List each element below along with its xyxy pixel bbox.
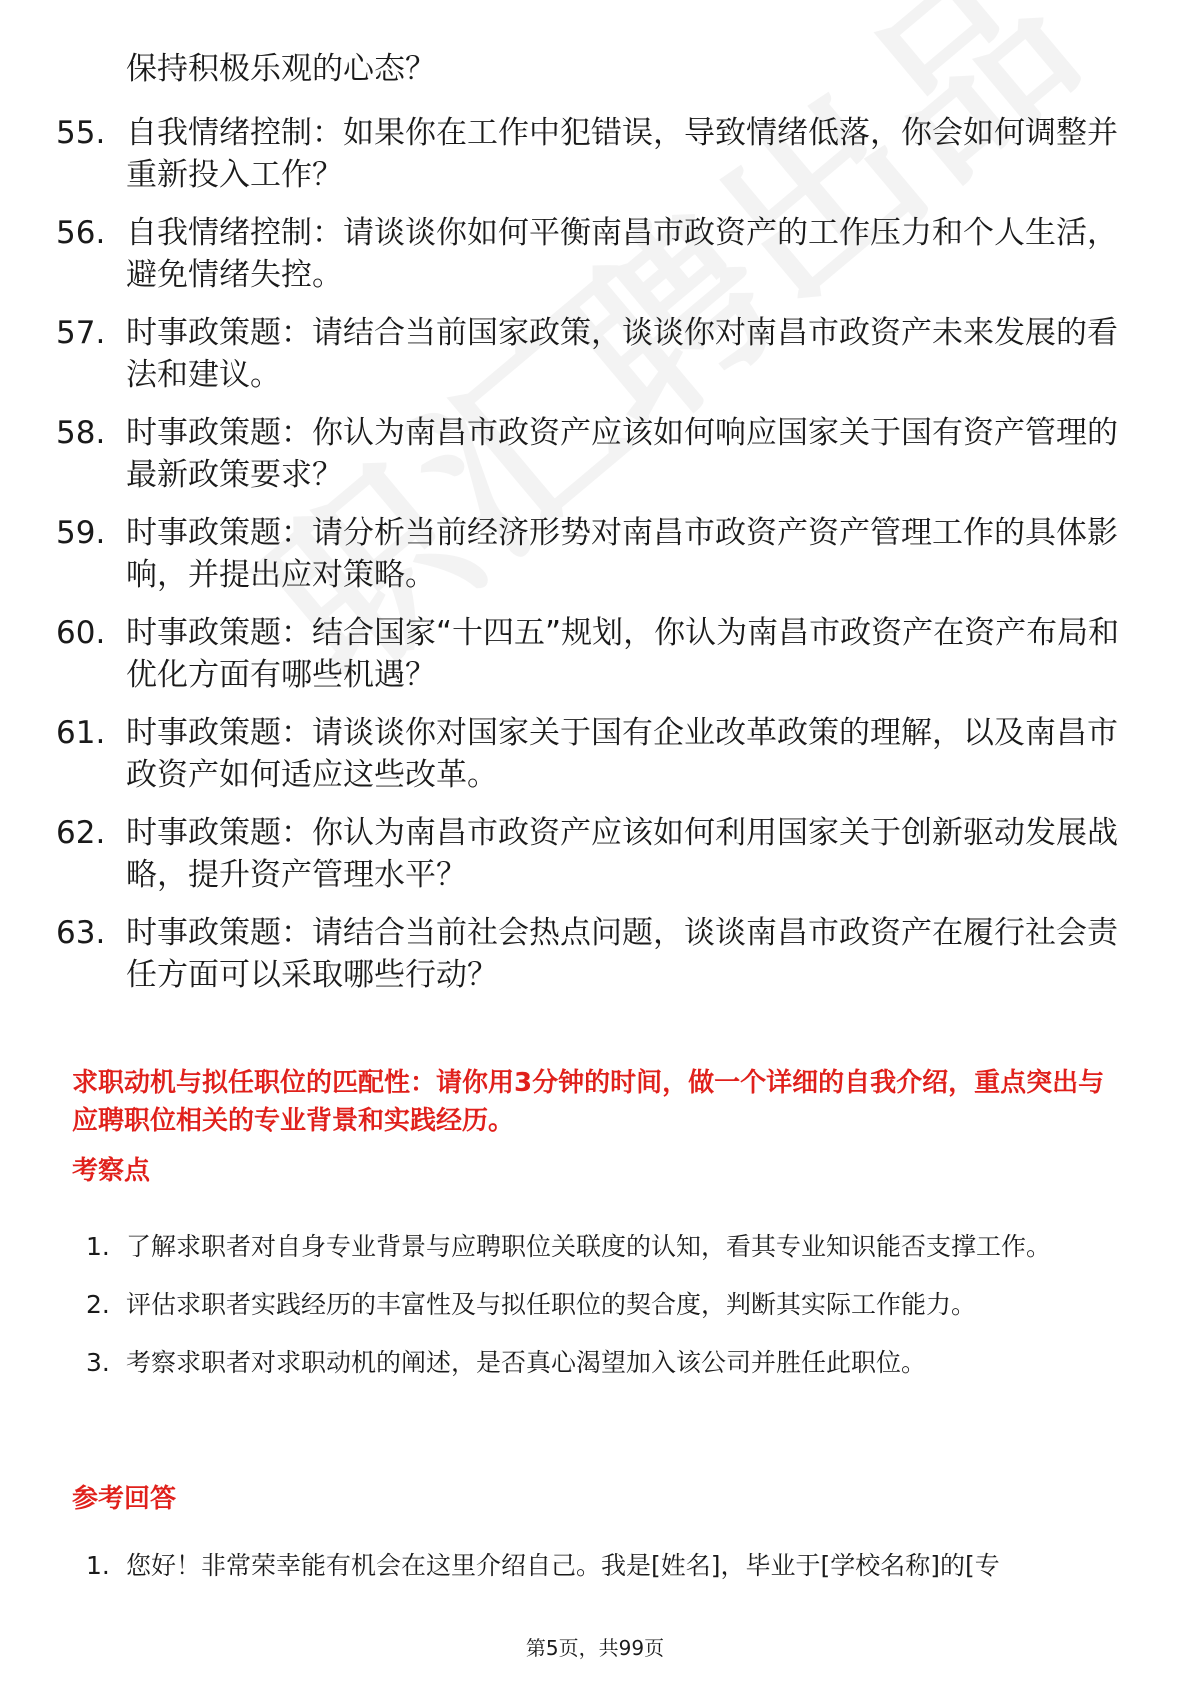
page-footer: 第5页，共99页 xyxy=(525,1636,665,1660)
list-item xyxy=(56,412,1120,496)
item-text: 时事政策题：请分析当前经济形势对南昌市政资产资产管理工作的具体影响，并提出应对策略。 xyxy=(126,515,1118,593)
item-text: 评估求职者实践经历的丰富性及与拟任职位的契合度，判断其实际工作能力。 xyxy=(126,1290,977,1319)
item-number: 63. xyxy=(56,915,106,951)
item-number: 60. xyxy=(56,615,106,651)
item-text: 自我情绪控制：请谈谈你如何平衡南昌市政资产的工作压力和个人生活，避免情绪失控。 xyxy=(126,215,1118,293)
item-number: 2. xyxy=(86,1290,110,1319)
list-item xyxy=(56,912,1120,996)
item-number: 55. xyxy=(56,115,106,151)
list-item xyxy=(56,312,1120,396)
item-number: 58. xyxy=(56,415,106,451)
item-number: 1. xyxy=(86,1551,110,1580)
list-item xyxy=(56,112,1120,196)
highlight-question: 求职动机与拟任职位的匹配性：请你用3分钟的时间，做一个详细的自我介绍，重点突出与应聘职位相关的专业背景和实践经历。 xyxy=(72,1068,1105,1136)
item-number: 57. xyxy=(56,315,106,351)
list-item xyxy=(86,1276,1126,1334)
question-continuation: 保持积极乐观的心态？ xyxy=(126,51,436,87)
section-title-kaocha: 考察点 xyxy=(72,1156,151,1186)
list-item xyxy=(86,1546,1126,1586)
item-text: 了解求职者对自身专业背景与应聘职位关联度的认知，看其专业知识能否支撑工作。 xyxy=(126,1232,1052,1261)
item-number: 59. xyxy=(56,515,106,551)
item-text: 考察求职者对求职动机的阐述，是否真心渴望加入该公司并胜任此职位。 xyxy=(126,1348,927,1377)
item-text: 时事政策题：结合国家“十四五”规划，你认为南昌市政资产在资产布局和优化方面有哪些机遇？ xyxy=(126,615,1120,693)
answer-list xyxy=(86,1546,1126,1586)
list-item xyxy=(56,512,1120,596)
item-text: 时事政策题：你认为南昌市政资产应该如何利用国家关于创新驱动发展战略，提升资产管理水平？ xyxy=(126,815,1118,893)
item-text: 自我情绪控制：如果你在工作中犯错误，导致情绪低落，你会如何调整并重新投入工作？ xyxy=(126,115,1118,193)
list-item xyxy=(86,1334,1126,1392)
section-title-answer: 参考回答 xyxy=(72,1484,177,1514)
item-text: 时事政策题：请结合当前社会热点问题，谈谈南昌市政资产在履行社会责任方面可以采取哪些行动？ xyxy=(126,915,1118,993)
item-number: 61. xyxy=(56,715,106,751)
list-item xyxy=(56,212,1120,296)
item-number: 1. xyxy=(86,1232,110,1261)
list-item xyxy=(56,612,1120,696)
item-number: 3. xyxy=(86,1348,110,1377)
kaocha-list xyxy=(86,1218,1126,1392)
list-item xyxy=(86,1218,1126,1276)
item-text: 时事政策题：请谈谈你对国家关于国有企业改革政策的理解，以及南昌市政资产如何适应这些改革。 xyxy=(126,715,1118,793)
question-list xyxy=(56,112,1120,1012)
item-number: 56. xyxy=(56,215,106,251)
item-number: 62. xyxy=(56,815,106,851)
list-item xyxy=(56,712,1120,796)
item-text: 您好！非常荣幸能有机会在这里介绍自己。我是[姓名]，毕业于[学校名称]的[专 xyxy=(126,1551,1000,1580)
item-text: 时事政策题：请结合当前国家政策，谈谈你对南昌市政资产未来发展的看法和建议。 xyxy=(126,315,1118,393)
item-text: 时事政策题：你认为南昌市政资产应该如何响应国家关于国有资产管理的最新政策要求？ xyxy=(126,415,1118,493)
list-item xyxy=(56,812,1120,896)
